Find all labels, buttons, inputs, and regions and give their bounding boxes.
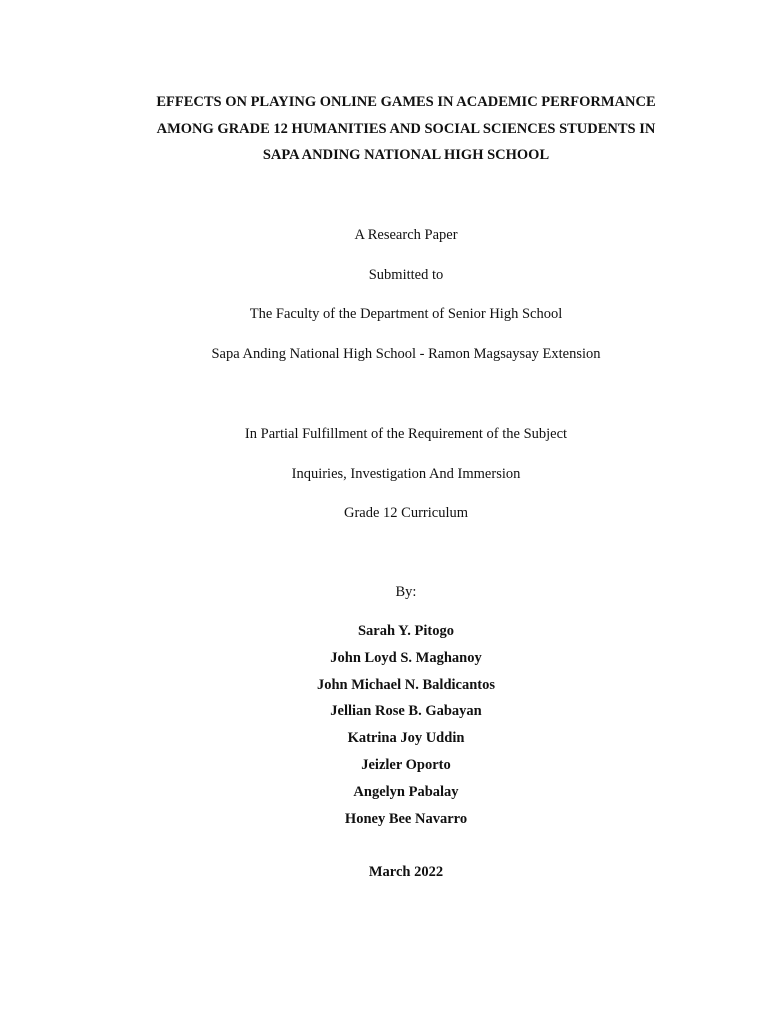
fulfillment-statement: In Partial Fulfillment of the Requirement of the Subject	[244, 426, 568, 442]
title-line-1: EFFECTS ON PLAYING ONLINE GAMES IN ACADEMIC PERFORMANCE	[156, 94, 656, 110]
author-name: Sarah Y. Pitogo	[357, 623, 454, 639]
author-list	[56, 621, 756, 835]
curriculum-name: Grade 12 Curriculum	[343, 505, 469, 522]
submission-block	[56, 225, 756, 384]
faculty-name: The Faculty of the Department of Senior High School	[249, 306, 563, 323]
authors-label: By:	[395, 584, 417, 600]
paper-title	[100, 89, 712, 169]
paper-type: A Research Paper	[354, 227, 458, 243]
title-line-3: SAPA ANDING NATIONAL HIGH SCHOOL	[262, 147, 550, 163]
author-name: Honey Bee Navarro	[344, 810, 468, 827]
author-name: Jellian Rose B. Gabayan	[330, 703, 482, 720]
fulfillment-block	[56, 424, 756, 543]
title-line-2: AMONG GRADE 12 HUMANITIES AND SOCIAL SCIENCES STUDENTS IN	[156, 120, 656, 137]
submitted-to-label: Submitted to	[368, 266, 444, 283]
school-name: Sapa Anding National High School - Ramon Magsaysay Extension	[211, 346, 601, 363]
subject-name: Inquiries, Investigation And Immersion	[291, 465, 521, 482]
author-name: Jeizler Oporto	[361, 756, 451, 773]
submission-date: March 2022	[368, 864, 444, 880]
author-name: Katrina Joy Uddin	[347, 730, 465, 747]
author-name: Angelyn Pabalay	[353, 783, 459, 800]
author-name: John Michael N. Baldicantos	[316, 676, 496, 693]
author-name: John Loyd S. Maghanoy	[330, 649, 482, 666]
